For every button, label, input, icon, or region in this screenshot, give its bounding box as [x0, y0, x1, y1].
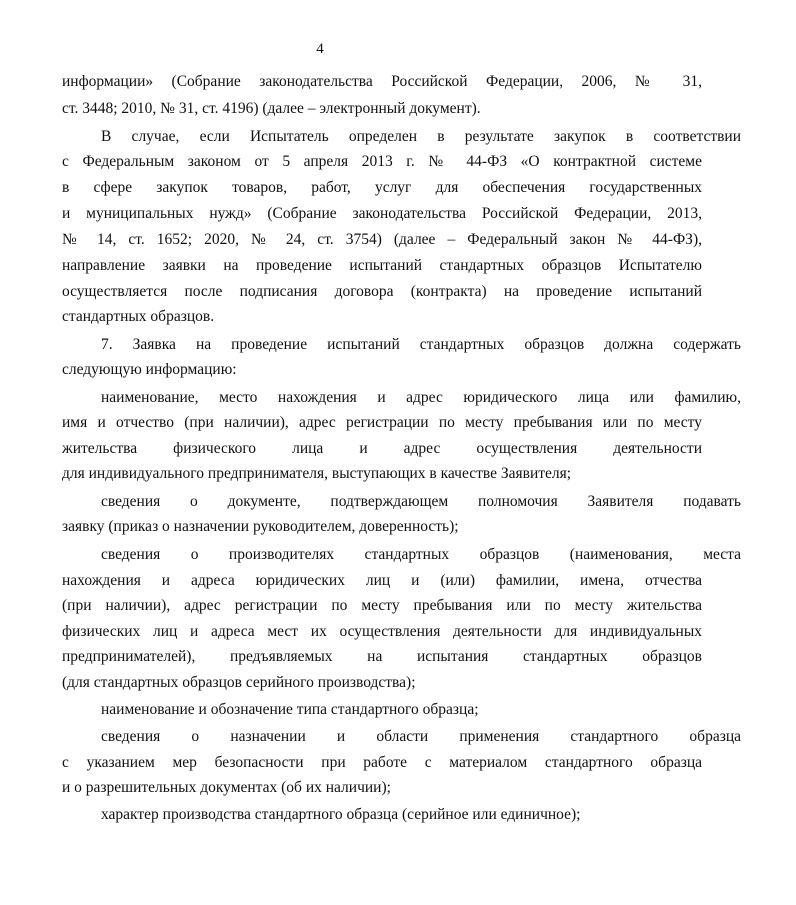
paragraph-first-line: 7. Заявка на проведение испытаний стандартных образцов должна содержать	[101, 336, 741, 353]
text-line: нахождения и адреса юридических лиц и (или) фамилии, имена, отчества	[62, 572, 702, 589]
text-line: имя и отчество (при наличии), адрес регистрации по месту пребывания или по месту	[62, 414, 702, 431]
paragraph-first-line: В случае, если Испытатель определен в результате закупок в соответствии	[101, 128, 741, 145]
text-line: и о разрешительных документах (об их наличии);	[62, 779, 391, 796]
text-line: стандартных образцов.	[62, 308, 215, 325]
text-line: предпринимателей), предъявляемых на испытания стандартных образцов	[62, 648, 702, 665]
text-line: с Федеральным законом от 5 апреля 2013 г. № 44-ФЗ «О контрактной системе	[62, 153, 702, 170]
text-line: жительства физического лица и адрес осуществления деятельности	[62, 440, 702, 457]
text-line: осуществляется после подписания договора (контракта) на проведение испытаний	[62, 283, 702, 300]
text-line: в сфере закупок товаров, работ, услуг для обеспечения государственных	[62, 179, 702, 196]
text-line: (для стандартных образцов серийного производства);	[62, 674, 416, 691]
text-line: и муниципальных нужд» (Собрание законодательства Российской Федерации, 2013,	[62, 205, 702, 222]
paragraph-first-line: наименование и обозначение типа стандартного образца;	[101, 701, 479, 718]
text-line: информации» (Собрание законодательства Российской Федерации, 2006, № 31,	[62, 73, 702, 90]
paragraph-first-line: сведения о документе, подтверждающем полномочия Заявителя подавать	[101, 493, 741, 510]
page-number: 4	[316, 41, 324, 57]
text-line: для индивидуального предпринимателя, выступающих в качестве Заявителя;	[62, 465, 572, 482]
text-line: направление заявки на проведение испытаний стандартных образцов Испытателю	[62, 257, 702, 274]
text-line: № 14, ст. 1652; 2020, № 24, ст. 3754) (далее – Федеральный закон № 44-ФЗ),	[62, 231, 702, 248]
text-line: следующую информацию:	[62, 361, 237, 378]
text-line: физических лиц и адреса мест их осуществления деятельности для индивидуальных	[62, 623, 702, 640]
text-line: заявку (приказ о назначении руководителем, доверенность);	[62, 518, 459, 535]
paragraph-first-line: характер производства стандартного образца (серийное или единичное);	[101, 806, 581, 823]
paragraph-first-line: сведения о производителях стандартных образцов (наименования, места	[101, 546, 741, 563]
text-line: ст. 3448; 2010, № 31, ст. 4196) (далее – электронный документ).	[62, 100, 481, 117]
text-line: с указанием мер безопасности при работе с материалом стандартного образца	[62, 754, 702, 771]
text-line: (при наличии), адрес регистрации по месту пребывания или по месту жительства	[62, 597, 702, 614]
paragraph-first-line: сведения о назначении и области применения стандартного образца	[101, 728, 741, 745]
paragraph-first-line: наименование, место нахождения и адрес юридического лица или фамилию,	[101, 389, 741, 406]
